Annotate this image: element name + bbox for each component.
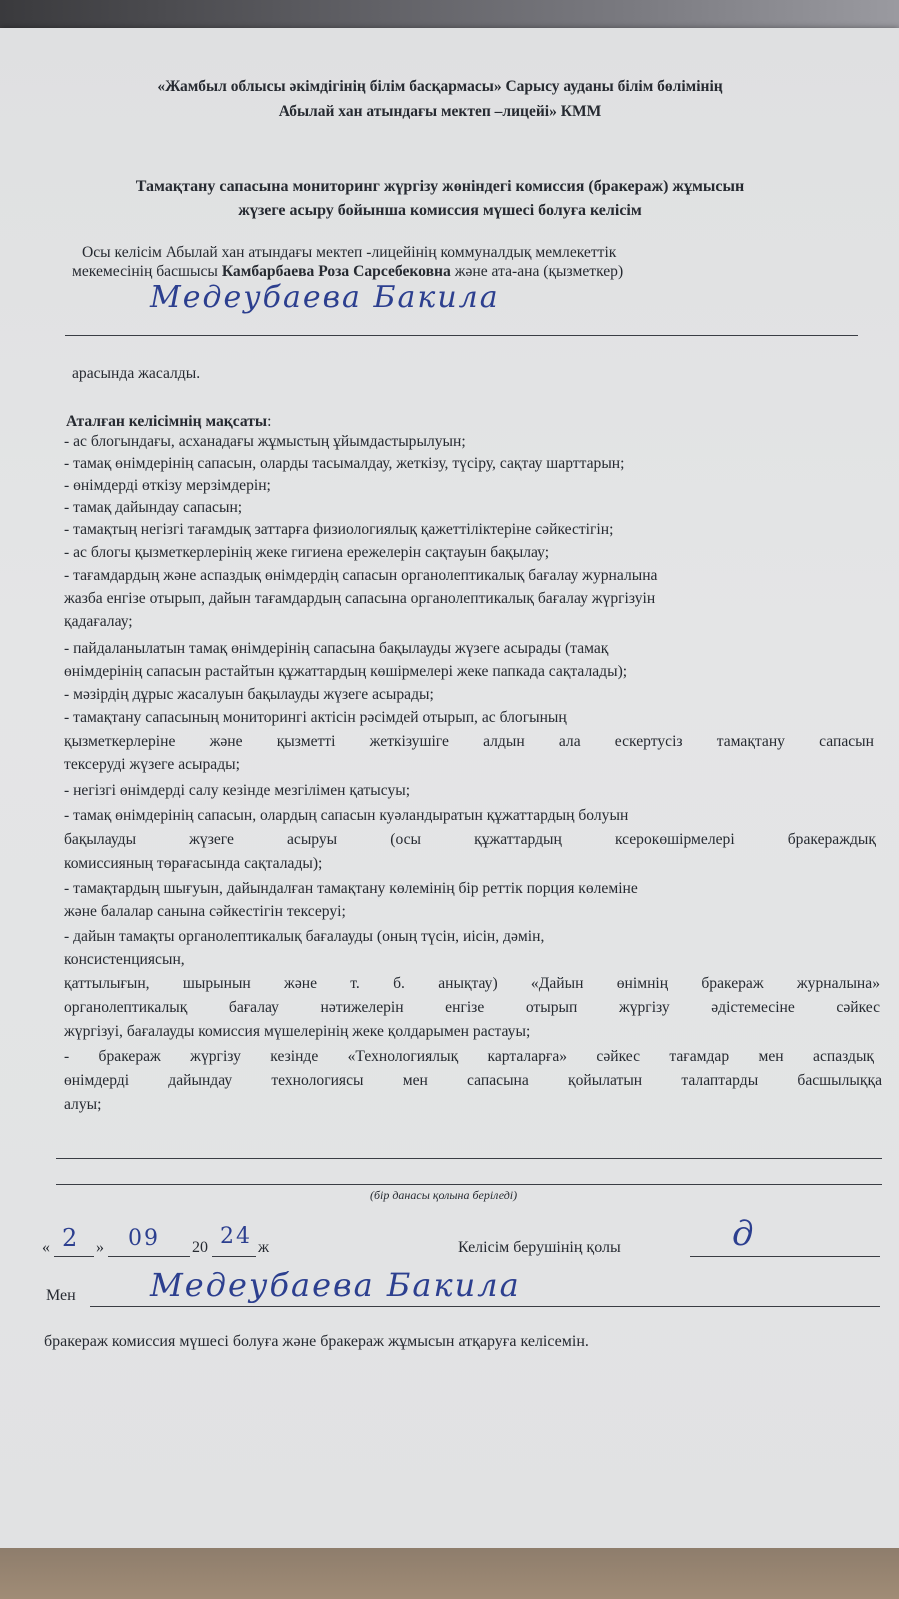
goal-line: консистенциясын,: [64, 951, 185, 968]
director-name: Камбарбаева Роза Сарсебековна: [221, 263, 451, 280]
date-open-quote: «: [42, 1239, 50, 1256]
handwritten-parent-name: Медеубаева Бакила: [150, 280, 500, 315]
intro-line2-prefix: мекемесінің басшысы: [72, 263, 222, 280]
date-day-underline: [54, 1256, 94, 1257]
goal-line: - тағамдардың және аспаздық өнімдердің сапасын органолептикалық бағалау журналына: [64, 567, 658, 584]
consent-statement: бракераж комиссия мүшесі болуға және бракераж жұмысын атқаруға келісемін.: [44, 1333, 589, 1350]
date-month: 09: [128, 1226, 160, 1251]
goal-line: өнімдерінің сапасын растайтын құжаттардың көшірмелері жеке папкада сақталады);: [64, 663, 628, 680]
goals-heading-text: Аталған келісімнің мақсаты: [66, 413, 268, 430]
date-year-prefix: 20: [192, 1239, 208, 1256]
goal-line: - тамақ өнімдерінің сапасын, олардың сапасын куәландыратын құжаттардың болуын: [64, 807, 629, 824]
intro-line3: арасында жасалды.: [72, 365, 201, 382]
date-year-underline: [212, 1256, 256, 1257]
photo-background-bottom: [0, 1548, 899, 1599]
goal-line: қаттылығын, шырынын және т. б. анықтау) «Дайын өнімнің бракераж журналына»: [64, 975, 880, 992]
goal-line: бақылауды жүзеге асыруы (осы құжаттардың ксерокөшірмелері бракераждық: [64, 831, 876, 848]
goals-heading: Аталған келісімнің мақсаты:: [66, 413, 272, 430]
date-day: 2: [62, 1224, 80, 1252]
goal-line: - тамақ өнімдерінің сапасын, оларды тасымалдау, жеткізу, түсіру, сақтау шарттарын;: [64, 455, 625, 472]
goal-line: қадағалау;: [64, 613, 133, 630]
goal-line: - пайдаланылатын тамақ өнімдерінің сапасына бақылауды жүзеге асырады (тамақ: [64, 640, 609, 657]
date-close-quote: »: [96, 1239, 104, 1256]
intro-line2: [72, 262, 623, 282]
goal-line: және балалар санына сәйкестігін тексеруі;: [64, 903, 346, 920]
goal-line: органолептикалық бағалау нәтижелерін енгізе отырып жүргізу әдістемесіне сәйкес: [64, 999, 880, 1016]
goal-line: - өнімдерді өткізу мерзімдерін;: [64, 477, 271, 494]
goal-line: - ас блогындағы, асханадағы жұмыстың ұйымдастырылуын;: [64, 433, 466, 450]
goal-line: - бракераж жүргізу кезінде «Технологиялық карталарға» сәйкес тағамдар мен аспаздық: [64, 1048, 874, 1065]
document-sheet: [0, 28, 899, 1550]
consent-name-underline: [90, 1306, 880, 1307]
photo-background-top: [0, 0, 899, 30]
goal-line: тексеруді жүзеге асырады;: [64, 756, 240, 773]
document-title-line2: жүзеге асыру бойынша комиссия мүшесі болуға келісім: [238, 202, 642, 219]
consent-prefix: Мен: [46, 1287, 76, 1304]
parent-name-underline: [65, 335, 858, 336]
goal-line: комиссияның төрағасында сақталады);: [64, 855, 323, 872]
goal-line: - ас блогы қызметкерлерінің жеке гигиена ережелерін сақтауын бақылау;: [64, 544, 550, 561]
goal-line: - негізгі өнімдерді салу кезінде мезгілімен қатысуы;: [64, 782, 411, 799]
signature-mark: д: [732, 1214, 756, 1254]
goal-line: - тамақтардың шығуын, дайындалған тамақтану көлемінің бір реттік порция көлеміне: [64, 880, 638, 897]
intro-line1: Осы келісім Абылай хан атындағы мектеп -лицейінің коммуналдық мемлекеттік: [82, 244, 617, 261]
signature-label: Келісім берушінің қолы: [458, 1239, 621, 1256]
goal-line: - тамақтану сапасының мониторингі актісін рәсімдей отырып, ас блогының: [64, 709, 567, 726]
date-year-suffix: 24: [220, 1224, 252, 1249]
date-unit: ж: [258, 1239, 270, 1256]
goal-line: өнімдерді дайындау технологиясы мен сапасына қойылатын талаптарды басшылыққа: [64, 1072, 882, 1089]
goal-line: жүргізуі, бағалауды комиссия мүшелерінің жеке қолдарымен растауы;: [64, 1023, 531, 1040]
intro-line2-suffix: және ата-ана (қызметкер): [450, 263, 624, 280]
date-month-underline: [108, 1256, 190, 1257]
goal-line: жазба енгізе отырып, дайын тағамдардың сапасына органолептикалық бағалау жүргізуін: [64, 590, 656, 607]
signature-underline: [690, 1256, 880, 1257]
goal-line: қызметкерлеріне және қызметті жеткізушіге алдын ала ескертусіз тамақтану сапасын: [64, 733, 874, 750]
organization-header-line1: «Жамбыл облысы әкімдігінің білім басқармасы» Сарысу ауданы білім бөлімінің: [157, 78, 723, 95]
blank-line-2: [56, 1184, 882, 1185]
document-title-line1: Тамақтану сапасына мониторинг жүргізу жөніндегі комиссия (бракераж) жұмысын: [135, 178, 745, 195]
goal-line: алуы;: [64, 1096, 102, 1113]
goal-line: - мәзірдің дұрыс жасалуын бақылауды жүзеге асырады;: [64, 686, 434, 703]
blank-line-1: [56, 1158, 882, 1159]
handwritten-consent-name: Медеубаева Бакила: [150, 1266, 521, 1304]
goal-line: - дайын тамақты органолептикалық бағалауды (оның түсін, иісін, дәмін,: [64, 928, 545, 945]
organization-header-line2: Абылай хан атындағы мектеп –лицейі» КММ: [278, 103, 602, 120]
goal-line: - тамақ дайындау сапасын;: [64, 499, 243, 516]
copy-note: (бір данасы қолына беріледі): [370, 1188, 518, 1202]
goal-line: - тамақтың негізгі тағамдық заттарға физиологиялық қажеттіліктеріне сәйкестігін;: [64, 521, 614, 538]
